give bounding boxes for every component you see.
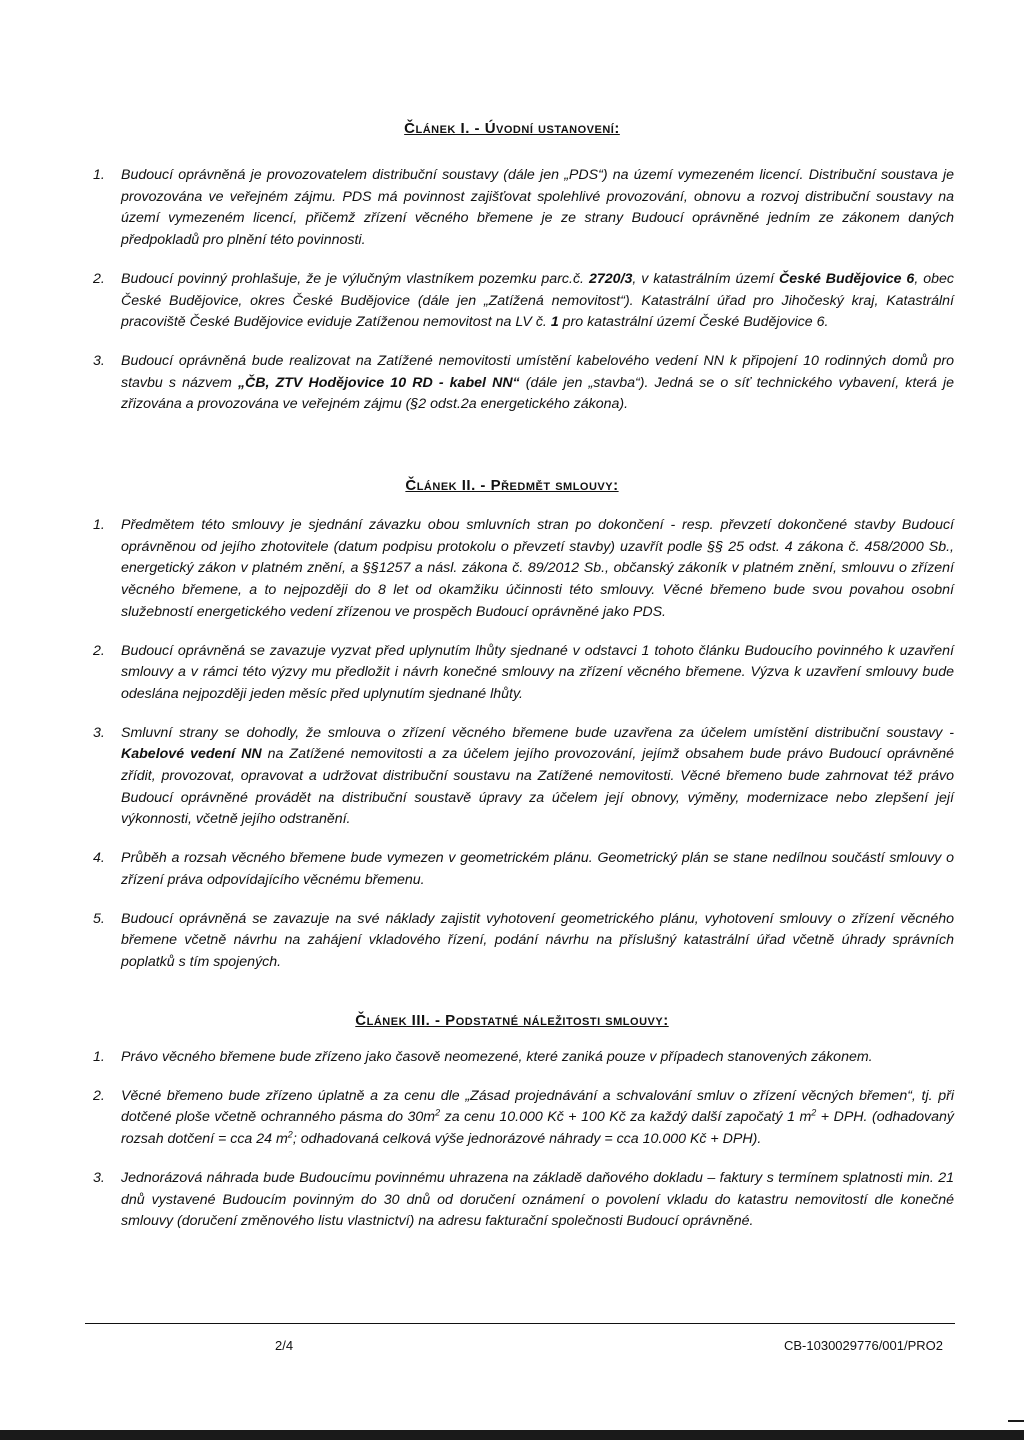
item-text: Právo věcného břemene bude zřízeno jako časově neomezené, které zaniká pouze v případech stanovených zákonem. <box>121 1049 873 1065</box>
article-2-item-5 <box>0 909 954 974</box>
article-1-item-1 <box>0 165 954 252</box>
item-number: 3. <box>93 352 105 369</box>
article-1-item-3 <box>0 351 954 416</box>
item-text: Budoucí oprávněná je provozovatelem distribuční soustavy (dále jen „PDS“) na území vymezeném licencí. Distribuční soustava je provozována ve veřejném zájmu. PDS má povinnost zajišťovat spolehlivé provozování, obnovu a rozvoj distribuční soustavy na území vymezeném licencí, přičemž zřízení věcného břemene je ze strany Budoucí oprávněné jedním ze zákonem daných předpokladů pro plnění této povinnosti. <box>121 167 954 249</box>
item-text: Budoucí oprávněná bude realizovat na Zatížené nemovitosti umístění kabelového vedení NN k připojení 10 rodinných domů pro stavbu s názvem „ČB, ZTV Hodějovice 10 RD - kabel NN“ (dále jen „stavba“). Jedná se o síť technického vybavení, která je zřizována a provozována ve veřejném zájmu (§2 odst.2a energetického zákona). <box>121 352 954 413</box>
item-text: Budoucí oprávněná se zavazuje vyzvat před uplynutím lhůty sjednané v odstavci 1 tohoto článku Budoucího povinného k uzavření smlouvy a v rámci této výzvy mu předložit i návrh konečné smlouvy na zřízení věcného břemene. Výzva k uzavření smlouvy bude odeslána nejpozději jeden měsíc před uplynutím sjednané lhůty. <box>121 642 954 702</box>
scan-edge-bar <box>0 1430 1024 1440</box>
item-number: 1. <box>93 167 105 183</box>
item-number: 1. <box>93 517 105 533</box>
scan-edge-mark <box>1008 1420 1024 1422</box>
item-number: 2. <box>93 270 105 287</box>
article-3 <box>0 1012 1024 1233</box>
item-number: 2. <box>93 642 105 659</box>
article-3-heading: Článek III. - Podstatné náležitosti smlouvy: <box>355 1012 669 1029</box>
item-text: Jednorázová náhrada bude Budoucímu povinnému uhrazena na základě daňového dokladu – faktury s termínem splatnosti min. 21 dnů vystavené Budoucím povinným do 30 dnů od doručení oznámení o povolení vkladu do katastru nemovitostí dle konečné smlouvy (doručení změnového listu vlastnictví) na adresu fakturační společnosti Budoucí oprávněné. <box>121 1169 954 1230</box>
article-2 <box>0 477 1024 974</box>
item-text: Smluvní strany se dohodly, že smlouva o zřízení věcného břemene bude uzavřena za účelem umístění distribuční soustavy - Kabelové vedení NN na Zatížené nemovitosti a za účelem jejího provozování, jejímž obsahem bude právo Budoucí oprávněné zřídit, provozovat, opravovat a udržovat distribuční soustavu na Zatížené nemovitosti. Věcné břemeno bude zahrnovat též právo Budoucí oprávněné provádět na distribuční soustavě úpravy za účelem její obnovy, výměny, modernizace nebo zlepšení její výkonnosti, včetně jejího odstranění. <box>121 724 954 828</box>
item-text: Průběh a rozsah věcného břemene bude vymezen v geometrickém plánu. Geometrický plán se stane nedílnou součástí smlouvy o zřízení práva odpovídajícího věcnému břemenu. <box>121 850 954 888</box>
item-number: 3. <box>93 1169 105 1186</box>
article-2-item-2 <box>0 641 954 706</box>
article-2-item-1 <box>0 515 954 624</box>
article-3-item-2 <box>0 1086 954 1151</box>
item-text: Budoucí oprávněná se zavazuje na své náklady zajistit vyhotovení geometrického plánu, vyhotovení smlouvy o zřízení věcného břemene včetně návrhu na zahájení vkladového řízení, podání návrhu na příslušný katastrální úřad včetně úhrady správních poplatků s tím spojených. <box>121 910 954 970</box>
item-text: Předmětem této smlouvy je sjednání závazku obou smluvních stran po dokončení - resp. převzetí dokončené stavby Budoucí oprávněnou od jejího zhotovitele (datum podpisu protokolu o převzetí stavby) uzavřít podle §§ 25 odst. 4 zákona č. 458/2000 Sb., energetický zákon v platném znění, a §§1257 a násl. zákona č. 89/2012 Sb., občanský zákoník v platném znění, smlouvu o zřízení věcného břemene, a to nejpozději do 8 let od okamžiku účinnosti této smlouvy. Věcné břemeno bude svou povahou osobní služebností energetického vedení zřízenou ve prospěch Budoucí oprávněné jako PDS. <box>121 517 954 620</box>
item-number: 5. <box>93 910 105 927</box>
item-number: 3. <box>93 724 105 741</box>
footer-divider <box>85 1323 955 1324</box>
article-1-item-2 <box>0 269 954 334</box>
item-number: 2. <box>93 1087 105 1104</box>
article-3-item-3 <box>0 1168 954 1233</box>
article-2-heading: Článek II. - Předmět smlouvy: <box>405 477 619 494</box>
article-2-item-3 <box>0 723 954 832</box>
article-1-heading: Článek I. - Úvodní ustanovení: <box>404 120 620 137</box>
article-2-item-4 <box>0 848 954 891</box>
document-id: CB-1030029776/001/PRO2 <box>784 1338 944 1353</box>
item-text: Věcné břemeno bude zřízeno úplatně a za cenu dle „Zásad projednávání a schvalování smluv o zřízení věcných břemen“, tj. při dotčené ploše včetně ochranného pásma do $30m^2$ za cenu 10.000 Kč + 100 Kč za každý další započatý 1 $m^2$ + DPH. (odhadovaný rozsah dotčení = cca 24 $m^2$; odhadovaná celková výše jednorázové náhrady = cca 10.000 Kč + DPH). <box>121 1087 955 1148</box>
article-1 <box>0 120 1024 416</box>
item-number: 1. <box>93 1049 105 1065</box>
article-3-item-1 <box>0 1047 954 1069</box>
page-number: 2/4 <box>275 1338 294 1353</box>
item-text: Budoucí povinný prohlašuje, že je výlučným vlastníkem pozemku parc.č. 2720/3, v katastrálním území České Budějovice 6, obec České Budějovice, okres České Budějovice (dále jen „Zatížená nemovitost“). Katastrální úřad pro Jihočeský kraj, Katastrální pracoviště České Budějovice eviduje Zatíženou nemovitost na LV č. 1 pro katastrální území České Budějovice 6. <box>121 270 954 331</box>
item-number: 4. <box>93 850 105 867</box>
